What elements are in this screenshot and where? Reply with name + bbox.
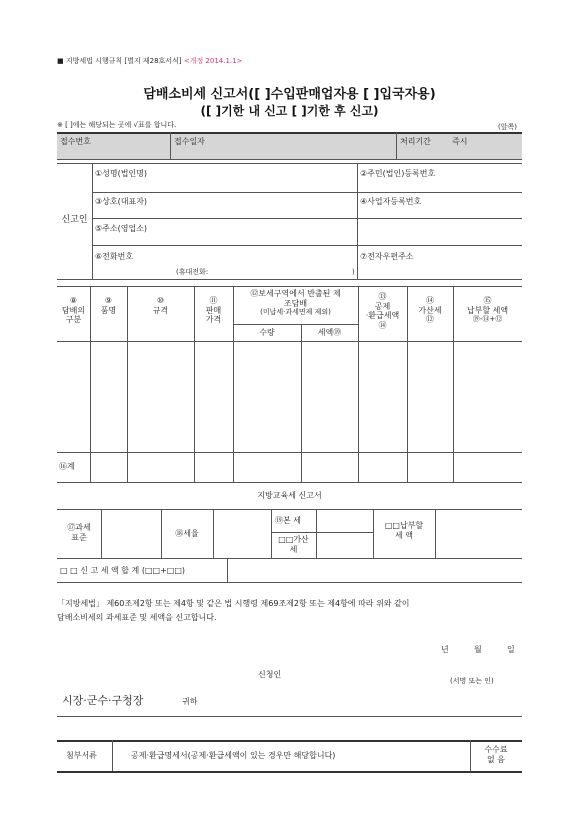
tax-rate-input[interactable] — [214, 510, 270, 557]
col9-label: 품명 — [100, 305, 117, 315]
form-title: 담배소비세 신고서([ ]수입판매업자용 [ ]입국자용) — [143, 87, 436, 102]
col10-num: ⑩ — [156, 296, 165, 305]
col8-num: ⑧ — [69, 296, 78, 305]
processing-period-label: 처리기간 — [400, 137, 431, 146]
col-tobacco-type — [57, 296, 90, 325]
page-side: (앞쪽) — [498, 123, 517, 131]
date-day[interactable]: 일 — [507, 645, 515, 654]
declaration-line-1: 「지방세법」 제60조제2항 또는 제4항 및 같은 법 시행령 제69조제2항 또는 제4항에 따라 위와 같이 — [57, 599, 410, 608]
col12-label-a: ⑫보세구역에서 반출된 제 — [250, 289, 341, 298]
col13-label-a: 공제 — [374, 301, 391, 311]
tax-base-a: ⑰과세 — [67, 523, 91, 532]
form-subtitle: ([ ]기한 내 신고 [ ]기한 후 신고) — [200, 104, 379, 118]
col14-num: ⑭ — [426, 296, 434, 305]
receipt-number-label: 접수번호 — [60, 137, 91, 146]
date-year[interactable]: 년 — [441, 645, 449, 654]
col10-label: 규격 — [152, 305, 169, 315]
processing-period-value: 즉시 — [452, 137, 468, 146]
mobile-field[interactable]: (휴대전화: — [176, 268, 209, 276]
declaration-line-2: 담배소비세의 과세표준 및 세액을 신고합니다. — [57, 613, 217, 622]
col-surcharge — [407, 296, 453, 325]
phone-field[interactable]: ⑥전화번호 — [95, 252, 134, 261]
email-field[interactable]: ⑦전자우편주소 — [360, 252, 414, 261]
col8-label-b: 구분 — [65, 315, 82, 325]
resident-number-field[interactable]: ②주민(법인)등록번호 — [360, 169, 436, 178]
trade-name-field[interactable]: ③상호(대표자) — [95, 197, 148, 206]
payable-tax-input[interactable] — [436, 510, 522, 557]
col15-label-b: ⑲-⑭+⑫ — [472, 315, 503, 324]
bullet-icon: ■ — [57, 57, 64, 65]
col12-label-c: (미납세·과세면제 제외) — [260, 308, 331, 317]
col13-label-b: ·환급세액 — [365, 311, 400, 321]
col15-label-a: 납부할 세액 — [466, 305, 509, 315]
fee-label: 수수료 — [484, 745, 508, 754]
tobacco-data-area[interactable] — [57, 342, 522, 452]
col12-label-b: 조담배 — [283, 298, 308, 308]
fee-value: 없 음 — [487, 754, 505, 764]
main-tax-input[interactable] — [317, 510, 372, 531]
col-spec — [127, 296, 194, 315]
attachments-label: 첨부서류 — [66, 751, 97, 760]
surcharge-input[interactable] — [317, 533, 372, 557]
col-product-name — [90, 296, 127, 315]
col8-label-a: 담배의 — [61, 305, 86, 315]
total-row-label: ⑯계 — [59, 462, 75, 471]
tax-base-label — [57, 523, 101, 542]
col-sale-price — [194, 296, 233, 325]
total-declared-tax-input[interactable] — [228, 559, 522, 581]
surcharge-label — [271, 535, 316, 554]
col11-num: ⑪ — [209, 296, 218, 305]
name-field[interactable]: ①성명(법인명) — [95, 169, 148, 178]
surcharge-b: 세 — [289, 544, 298, 554]
mobile-close: ) — [352, 268, 355, 276]
total-declared-tax-label: □ □ 신 고 세 액 합 계 (□□+□□) — [60, 566, 186, 575]
col-payable-tax — [453, 296, 522, 324]
col9-num: ⑨ — [104, 296, 113, 305]
tax-base-input[interactable] — [102, 510, 160, 557]
col15-num: ⑮ — [483, 296, 492, 305]
col-tax-amount: 세액⑲ — [317, 328, 342, 337]
fee-info — [470, 745, 522, 764]
recipient-honorific: 귀하 — [182, 697, 198, 706]
payable-a: □□납부할 — [384, 521, 424, 530]
col11-label-a: 판매 — [205, 305, 222, 315]
col-quantity: 수량 — [259, 328, 275, 337]
surcharge-a: □□가산 — [278, 535, 309, 544]
law-reference: 지방세법 시행규칙 [별지 제28호서식] — [65, 57, 182, 65]
col-bonded-release — [233, 289, 358, 317]
applicant-label: 신청인 — [258, 670, 282, 679]
col11-label-b: 가격 — [205, 315, 222, 325]
signature-field[interactable]: (서명 또는 인) — [450, 677, 494, 685]
payable-tax-label — [373, 521, 435, 540]
revision-date: <개정 2014.1.1> — [183, 57, 243, 65]
col14-label-a: 가산세 — [418, 305, 442, 315]
col14-label-b: ⑫ — [426, 315, 434, 325]
form-reference — [57, 57, 242, 65]
business-number-field[interactable]: ④사업자등록번호 — [360, 197, 422, 206]
edu-tax-section-title: 지방교육세 신고서 — [257, 491, 322, 500]
check-note: ※ [ ]에는 해당되는 곳에 √표를 합니다. — [57, 121, 177, 129]
date-month[interactable]: 월 — [474, 645, 482, 654]
receipt-date-label: 접수일자 — [174, 137, 205, 146]
recipient-title: 시장·군수·구청장 — [62, 694, 144, 707]
address-field[interactable]: ⑤주소(영업소) — [95, 224, 148, 233]
payable-b: 세 액 — [395, 530, 413, 540]
tax-rate-label: ⑱세율 — [175, 529, 199, 538]
main-tax-label: ⑲본 세 — [275, 516, 301, 525]
tax-base-b: 표준 — [71, 532, 87, 542]
col-deduction-refund — [358, 292, 407, 330]
col13-num: ⑬ — [378, 292, 387, 301]
col13-label-c: ⑭ — [378, 320, 387, 330]
reporter-section-label: 신고인 — [61, 215, 88, 225]
attachments-content: 공제·환급명세서(공제·환급세액이 있는 경우만 해당합니다) — [131, 751, 336, 760]
